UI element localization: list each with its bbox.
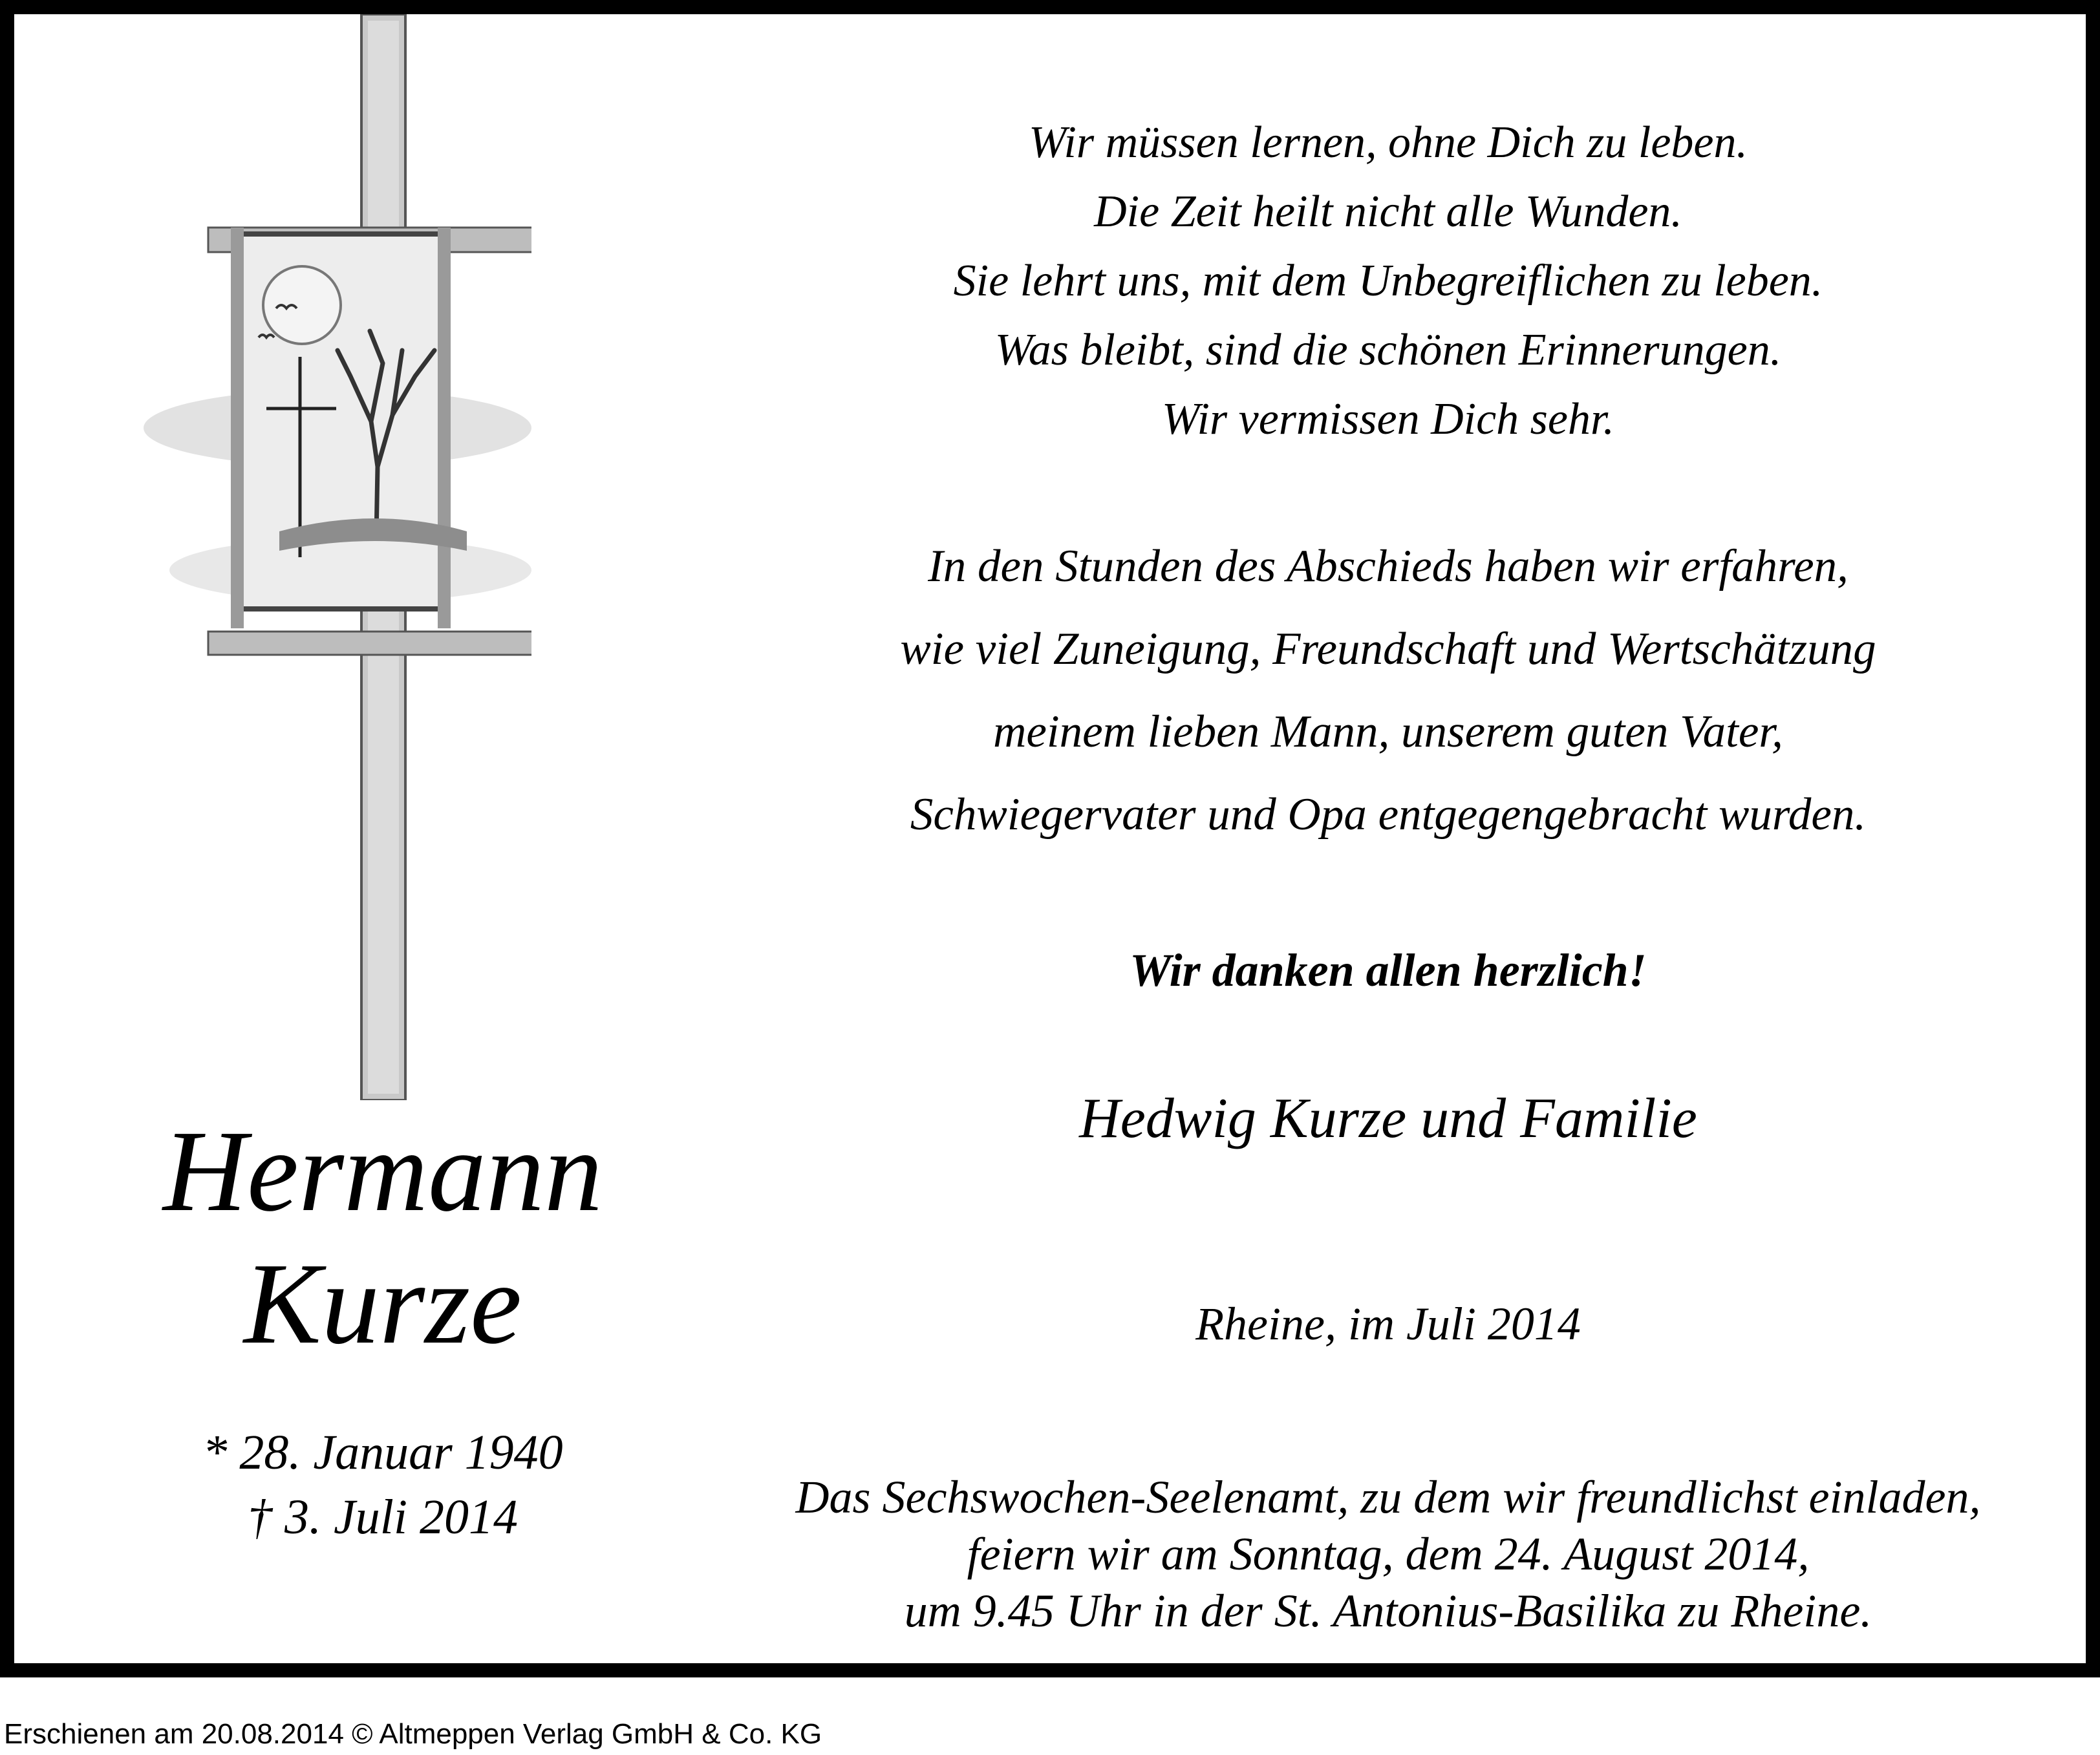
memorial-cross-tree-illustration — [131, 14, 531, 1100]
family-signature: Hedwig Kurze und Familie — [1079, 1087, 1697, 1150]
poem-line: Was bleibt, sind die schönen Erinnerungen. — [994, 325, 1782, 375]
poem-line: Sie lehrt uns, mit dem Unbegreiflichen zu leben. — [953, 256, 1823, 306]
publication-footer: Erschienen am 20.08.2014 © Altmeppen Verlag GmbH & Co. KG — [4, 1718, 822, 1750]
mass-invitation — [680, 1469, 2096, 1639]
poem-line: Die Zeit heilt nicht alle Wunden. — [1094, 187, 1682, 237]
paragraph-line: meinem lieben Mann, unserem guten Vater, — [993, 707, 1783, 757]
invitation-line: um 9.45 Uhr in der St. Antonius-Basilika zu Rheine. — [904, 1585, 1872, 1637]
paragraph-line: In den Stunden des Abschieds haben wir erfahren, — [928, 541, 1848, 591]
place-date: Rheine, im Juli 2014 — [1195, 1298, 1581, 1350]
death-date: † 3. Juli 2014 — [248, 1490, 518, 1544]
invitation-line: Das Sechswochen-Seelenamt, zu dem wir freundlichst einladen, — [795, 1471, 1981, 1523]
paragraph-line: Schwiegervater und Opa entgegengebracht wurden. — [910, 789, 1867, 840]
paragraph-line: wie viel Zuneigung, Freundschaft und Wertschätzung — [900, 624, 1876, 674]
poem — [680, 108, 2096, 454]
deceased-last-name: Kurze — [243, 1239, 522, 1368]
invitation-line: feiern wir am Sonntag, dem 24. August 2014, — [967, 1528, 1810, 1580]
gratitude-paragraph — [680, 525, 2096, 856]
deceased-first-name: Hermann — [163, 1107, 603, 1235]
poem-line: Wir vermissen Dich sehr. — [1162, 394, 1614, 444]
thanks-heading: Wir danken allen herzlich! — [1130, 944, 1647, 996]
birth-date: * 28. Januar 1940 — [202, 1425, 563, 1480]
poem-line: Wir müssen lernen, ohne Dich zu leben. — [1028, 118, 1748, 167]
